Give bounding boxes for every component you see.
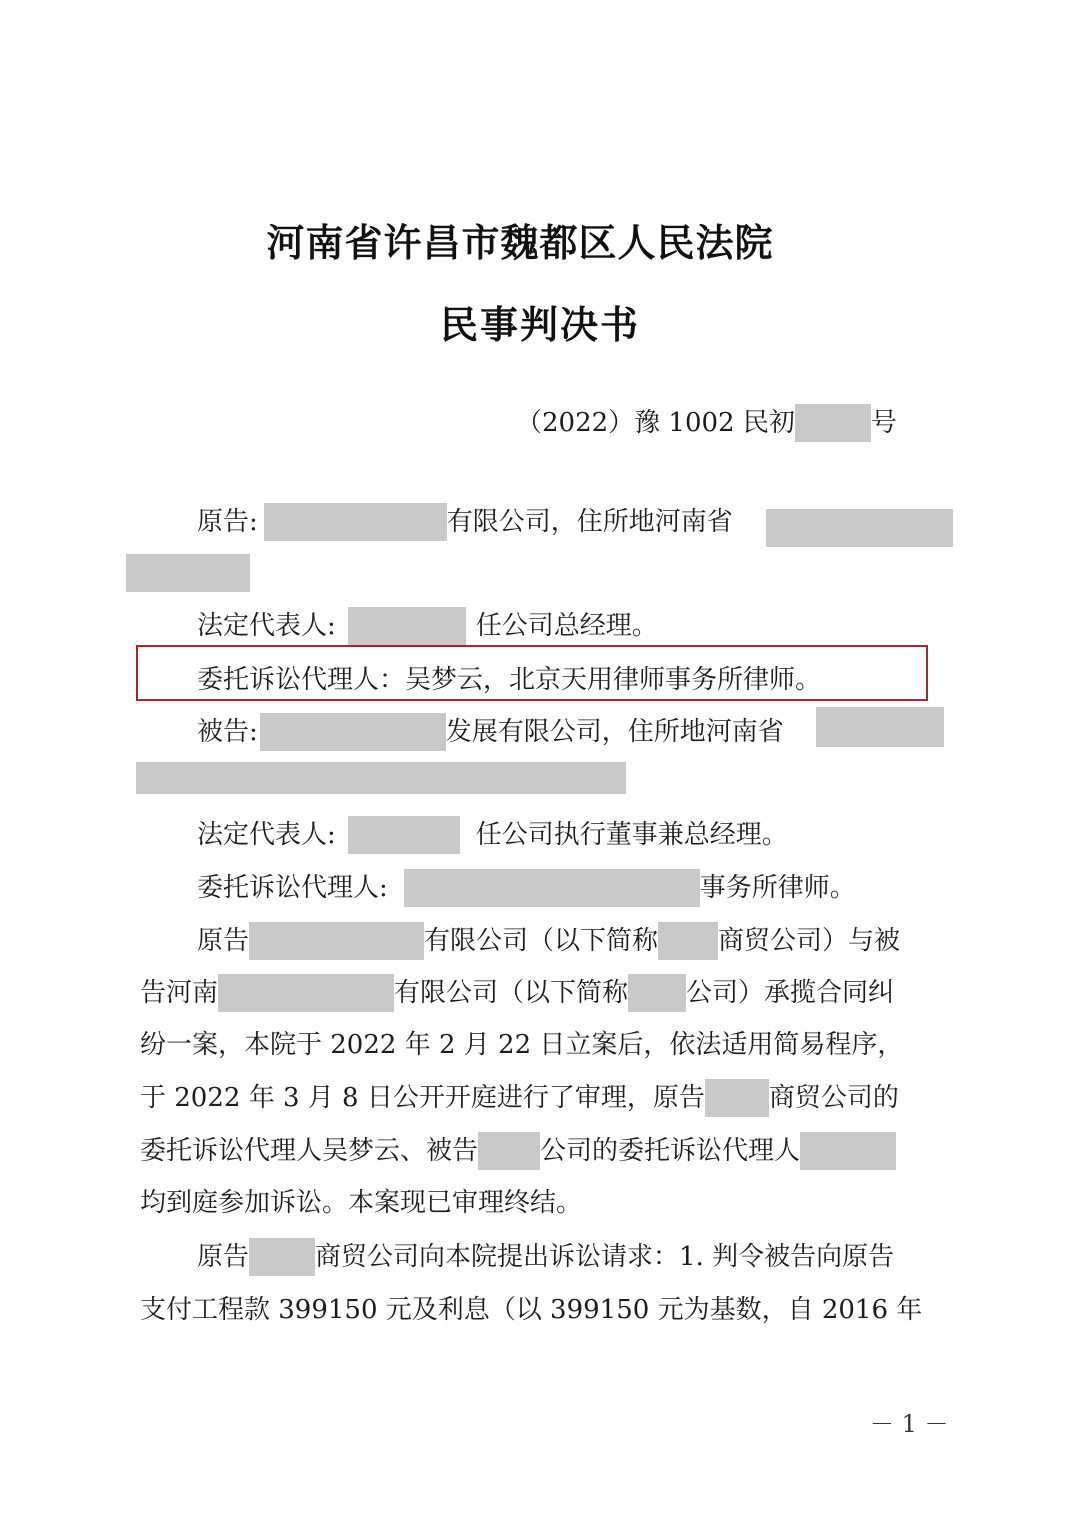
redaction-block <box>348 607 466 645</box>
defendant-rep-label: 法定代表人: <box>197 820 336 850</box>
paragraph-1-line-1 <box>197 921 900 961</box>
redaction-block <box>404 869 700 907</box>
defendant-agent-line <box>197 868 856 908</box>
redaction-block <box>126 554 250 592</box>
plaintiff-line <box>197 502 733 542</box>
text-run: 公司）承揽合同纠 <box>686 978 895 1008</box>
defendant-line <box>197 712 784 752</box>
redaction-block <box>264 503 447 541</box>
document-type: 民事判决书 <box>439 303 640 347</box>
redaction-block <box>260 713 446 751</box>
plaintiff-label: 原告: <box>197 507 258 537</box>
defendant-rep-text: 任公司执行董事兼总经理。 <box>475 820 788 850</box>
case-number-prefix: （2022）豫 1002 民初 <box>516 408 795 438</box>
defendant-rep-line <box>197 815 788 855</box>
text-run: 委托诉讼代理人吴梦云、被告 <box>140 1136 479 1166</box>
redaction-block <box>218 974 394 1012</box>
redaction-block <box>249 922 424 960</box>
defendant-label: 被告: <box>197 717 258 747</box>
plaintiff-rep-text: 任公司总经理。 <box>475 611 658 641</box>
text-run: 有限公司（以下简称 <box>424 926 659 956</box>
defendant-agent-text: 事务所律师。 <box>699 873 856 903</box>
redaction-block <box>705 1079 769 1117</box>
case-number <box>516 403 897 443</box>
paragraph-1-line-6: 均到庭参加诉讼。本案现已审理终结。 <box>140 1188 583 1218</box>
paragraph-2-line-2: 支付工程款 399150 元及利息（以 399150 元为基数，自 2016 年 <box>140 1295 923 1325</box>
text-run: 商贸公司）与被 <box>718 926 901 956</box>
redaction-block <box>348 816 460 854</box>
plaintiff-agent-line: 委托诉讼代理人：吴梦云，北京天用律师事务所律师。 <box>197 665 822 695</box>
text-run: 告河南 <box>140 978 219 1008</box>
redaction-block <box>816 707 944 747</box>
paragraph-1-line-3: 纷一案，本院于 2022 年 2 月 22 日立案后，依法适用简易程序， <box>140 1030 904 1060</box>
defendant-agent-label: 委托诉讼代理人: <box>197 873 388 903</box>
redaction-block <box>478 1132 540 1170</box>
paragraph-1-line-4 <box>140 1078 899 1118</box>
redaction-block <box>658 922 718 960</box>
paragraph-1-line-5 <box>140 1131 896 1171</box>
text-run: 商贸公司的 <box>768 1083 899 1113</box>
paragraph-1-line-2 <box>140 973 894 1013</box>
redaction-block <box>136 762 626 794</box>
text-run: 公司的委托诉讼代理人 <box>540 1136 801 1166</box>
paragraph-2-line-1 <box>197 1237 894 1277</box>
redaction-block <box>800 1132 896 1170</box>
text-run: 原告 <box>197 926 250 956</box>
redaction-block <box>249 1238 315 1276</box>
text-run: 原告 <box>197 1242 250 1272</box>
defendant-text: 发展有限公司，住所地河南省 <box>445 717 784 747</box>
redaction-block <box>766 509 953 547</box>
page-number: － 1 － <box>870 1410 949 1438</box>
redaction-block <box>795 404 871 442</box>
plaintiff-rep-line <box>197 606 658 646</box>
text-run: 商贸公司向本院提出诉讼请求：1. 判令被告向原告 <box>315 1242 895 1272</box>
court-name: 河南省许昌市魏都区人民法院 <box>266 221 774 265</box>
case-number-suffix: 号 <box>870 408 897 438</box>
text-run: 于 2022 年 3 月 8 日公开开庭进行了审理，原告 <box>140 1083 705 1113</box>
plaintiff-rep-label: 法定代表人: <box>197 611 336 641</box>
plaintiff-text: 有限公司，住所地河南省 <box>446 507 733 537</box>
redaction-block <box>628 974 686 1012</box>
text-run: 有限公司（以下简称 <box>394 978 629 1008</box>
